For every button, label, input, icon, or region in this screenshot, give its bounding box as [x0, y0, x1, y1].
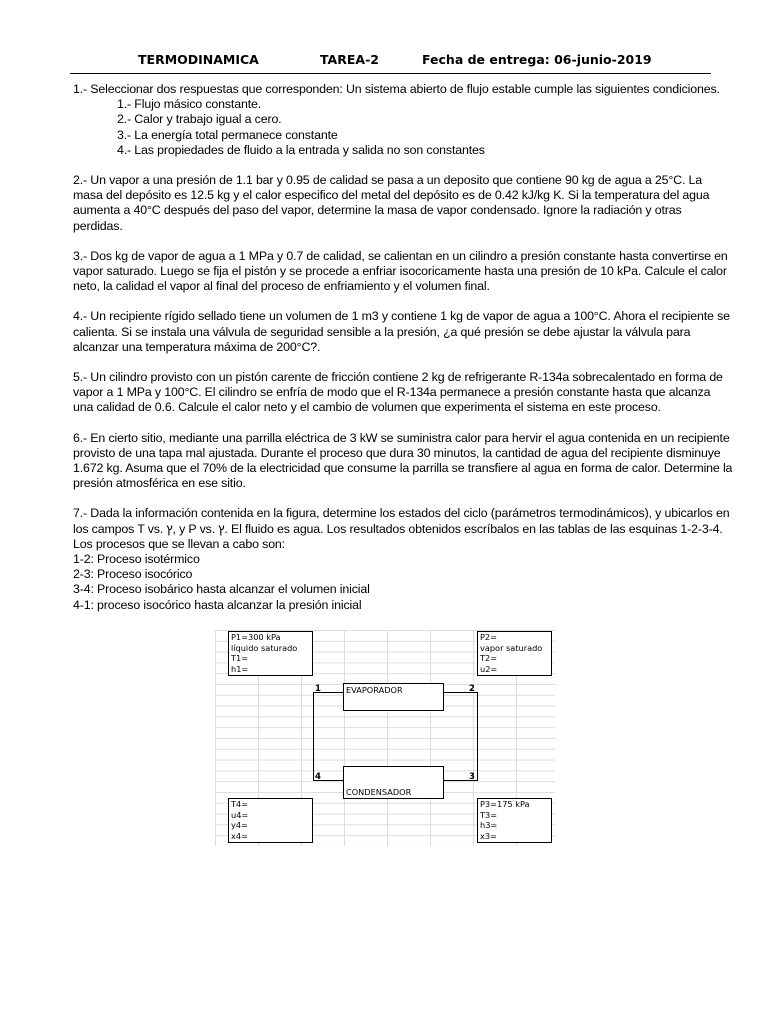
state-2-phase: vapor saturado — [480, 642, 543, 653]
question-6-line: 6.- En cierto sitio, mediante una parrilla eléctrica de 3 kW se suministra calor para hervir el agua contenida en un recipiente — [73, 430, 730, 445]
state-4-box — [228, 798, 313, 843]
question-7-line: 7.- Dada la información contenida en la figura, determine los estados del ciclo (parámetros termodinámicos), y ubicarlos en — [73, 506, 730, 521]
question-3-line: neto, la calidad el vapor al final del proceso de enfriamiento y el volumen final. — [73, 279, 490, 294]
state-1-phase: líquido saturado — [231, 642, 298, 653]
state-3-quality: x3= — [480, 830, 497, 841]
question-5-line: vapor a 1 MPa y 100°C. El cilindro se enfría de modo que el R-134a permanece a presión constante hasta que alcanza — [73, 385, 711, 400]
evaporator-box — [343, 683, 444, 711]
page-header — [70, 51, 711, 74]
question-3-line: vapor saturado. Luego se fija el pistón y se procede a enfriar isocoricamente hasta una presión de 10 kPa. Calcule el calor — [73, 264, 727, 279]
state-1-enthalpy: h1= — [231, 663, 249, 674]
state-1-number: 1 — [315, 684, 321, 694]
question-1-option: 3.- La energía total permanece constante — [117, 127, 338, 142]
evaporator-label: EVAPORADOR — [346, 685, 403, 695]
condenser-label: CONDENSADOR — [346, 787, 412, 797]
question-4 — [73, 309, 730, 355]
question-1-text: 1.- Seleccionar dos respuestas que corresponden: Un sistema abierto de flujo estable cumple las siguientes condiciones. — [73, 82, 720, 96]
state-2-number: 2 — [469, 684, 475, 694]
question-6 — [73, 430, 733, 492]
question-3 — [73, 248, 728, 295]
state-3-box — [477, 798, 552, 843]
state-4-internal-energy: u4= — [231, 809, 249, 820]
state-2-internal-energy: u2= — [480, 663, 498, 674]
question-6-line: presión atmosférica en ese sitio. — [73, 476, 246, 491]
course-title: TERMODINAMICA — [138, 52, 259, 67]
question-5 — [73, 370, 723, 416]
question-1-option: 4.- Las propiedades de fluido a la entrada y salida no son constantes — [117, 142, 485, 157]
state-3-number: 3 — [469, 772, 475, 782]
state-3-enthalpy: h3= — [480, 820, 498, 830]
question-2-line: 2.- Un vapor a una presión de 1.1 bar y 0.95 de calidad se pasa a un deposito que contiene 90 kg de agua a 25°C. La — [73, 173, 703, 188]
cycle-line — [477, 692, 478, 780]
state-4-number: 4 — [315, 772, 321, 782]
question-2-line: aumenta a 40°C después del paso del vapor, determine la masa de vapor condensado. Ignore la radiación y otras — [73, 203, 682, 218]
question-7 — [73, 506, 730, 612]
question-2-line: perdidas. — [73, 218, 123, 233]
question-6-line: 1.672 kg. Asuma que el 70% de la electricidad que consume la parrilla se transfiere al agua en forma de calor. Determine la — [73, 461, 733, 476]
state-2-box — [477, 631, 552, 676]
question-1 — [73, 82, 720, 158]
state-2-pressure: P2= — [480, 632, 498, 642]
state-4-temperature: T4= — [231, 799, 249, 809]
question-1-option: 2.- Calor y trabajo igual a cero. — [117, 112, 282, 127]
due-date: Fecha de entrega: 06-junio-2019 — [422, 52, 652, 67]
question-7-process: 4-1: proceso isocórico hasta alcanzar la presión inicial — [73, 597, 362, 612]
question-4-line: alcanzar una temperatura máxima de 200°C?. — [73, 339, 321, 354]
condenser-box — [343, 766, 444, 799]
state-4-specific-volume: y4= — [231, 820, 248, 830]
state-3-temperature: T3= — [480, 809, 498, 820]
state-1-pressure: P1=300 kPa — [231, 632, 281, 642]
question-2 — [73, 173, 713, 234]
cycle-line — [313, 692, 314, 780]
state-1-box — [228, 631, 313, 676]
state-1-temperature: T1= — [231, 653, 249, 663]
state-2-temperature: T2= — [480, 653, 498, 663]
question-1-option: 1.- Flujo másico constante. — [117, 97, 262, 112]
question-7-line: los campos T vs. ץ, y P vs. ץ. El fluido es agua. Los resultados obtenidos escríbalos en las tablas de las esquinas 1-2-3-4. — [73, 521, 723, 536]
question-5-line: 5.- Un cilindro provisto con un pistón carente de fricción contiene 2 kg de refrigerante R-134a sobrecalentado en forma de — [73, 370, 723, 385]
document-body — [73, 82, 733, 613]
assignment-title: TAREA-2 — [320, 52, 379, 67]
question-6-line: provisto de una tapa mal ajustada. Durante el proceso que dura 30 minutos, la cantidad de agua del recipiente disminuye — [73, 445, 721, 460]
state-3-pressure: P3=175 kPa — [480, 799, 530, 809]
cycle-figure — [215, 630, 555, 846]
question-7-process: 2-3: Proceso isocórico — [73, 567, 193, 582]
question-7-process: 3-4: Proceso isobárico hasta alcanzar el volumen inicial — [73, 582, 370, 597]
question-2-line: masa del depósito es 12.5 kg y el calor especifico del metal del depósito es de 0.42 kJ/kg K. Si la temperatura del agua — [73, 188, 710, 203]
question-4-line: 4.- Un recipiente rígido sellado tiene un volumen de 1 m3 y contiene 1 kg de vapor de agua a 100°C. Ahora el recipiente se — [73, 309, 730, 324]
question-7-process: 1-2: Proceso isotérmico — [73, 552, 200, 567]
question-5-line: una calidad de 0.6. Calcule el calor neto y el cambio de volumen que experimenta el sistema en este proceso. — [73, 400, 661, 415]
state-4-quality: x4= — [231, 830, 248, 841]
question-3-line: 3.- Dos kg de vapor de agua a 1 MPa y 0.7 de calidad, se calientan en un cilindro a presión constante hasta convertirse en — [73, 248, 728, 263]
question-7-line: Los procesos que se llevan a cabo son: — [73, 536, 285, 551]
question-4-line: calienta. Si se instala una válvula de seguridad sensible a la presión, ¿a qué presión se debe ajustar la válvula para — [73, 324, 691, 339]
